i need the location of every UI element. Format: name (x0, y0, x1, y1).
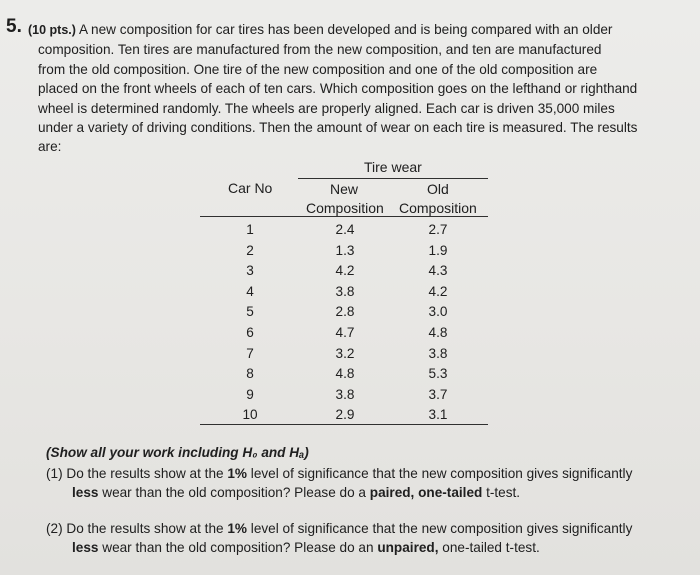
old-composition-cell: 3.7 (428, 386, 448, 402)
car-no-cell: 1 (246, 222, 254, 237)
new-composition-cell: 2.8 (335, 304, 355, 320)
old-composition-cell: 3.8 (428, 345, 448, 361)
old-header-line1: Old (427, 181, 449, 197)
intro-line-1: (10 pts.) A new composition for car tires has been developed and is being compared with an older (28, 22, 613, 37)
instructions: (Show all your work including H₀ and Hₐ) (46, 445, 309, 460)
old-composition-cell: 1.9 (428, 242, 448, 258)
question-number: 5. (6, 16, 22, 37)
group-header-rule (298, 178, 488, 179)
old-composition-cell: 4.2 (428, 283, 448, 299)
new-composition-cell: 3.2 (335, 345, 355, 361)
car-no-cell: 4 (246, 283, 254, 299)
header-rule (200, 216, 488, 217)
old-composition-cell: 4.3 (428, 263, 448, 279)
new-composition-cell: 2.4 (335, 222, 355, 237)
car-no-cell: 9 (246, 386, 254, 402)
new-header-line2: Composition (306, 200, 384, 216)
new-composition-cell: 3.8 (335, 386, 355, 402)
old-header-line2: Composition (399, 200, 477, 216)
new-header-line1: New (330, 181, 359, 197)
new-composition-cell: 4.8 (335, 366, 355, 382)
car-no-cell: 6 (246, 325, 254, 340)
intro-line-7: are: (38, 139, 62, 155)
tire-wear-header: Tire wear (364, 159, 422, 175)
old-composition-cell: 3.1 (428, 407, 448, 423)
question-1-line2: less wear than the old composition? Please do a paired, one-tailed t-test. (72, 485, 521, 501)
old-composition-cell: 2.7 (428, 222, 448, 237)
new-composition-cell: 1.3 (335, 242, 355, 258)
new-composition-cell: 4.2 (335, 263, 355, 279)
car-no-cell: 5 (246, 304, 254, 320)
car-no-cell: 3 (246, 263, 254, 279)
intro-line-6: under a variety of driving conditions. Then the amount of wear on each tire is measured. The results (38, 120, 638, 136)
bottom-rule (200, 424, 488, 425)
old-composition-cell: 4.8 (428, 325, 448, 340)
old-composition-cell: 3.0 (428, 304, 448, 320)
intro-line-5: wheel is determined randomly. The wheels are properly aligned. Each car is driven 35,000 miles (38, 100, 615, 116)
intro-line-2: composition. Ten tires are manufactured from the new composition, and ten are manufactured (38, 42, 602, 58)
new-composition-cell: 3.8 (335, 283, 355, 299)
car-no-cell: 8 (246, 366, 254, 382)
car-no-cell: 10 (242, 407, 258, 423)
question-1: (1) Do the results show at the 1% level of significance that the new composition gives significantly less wear than the old composition? Please do a paired, one-tailed t-test. (46, 464, 686, 503)
question-intro (28, 20, 688, 157)
car-no-header: Car No (228, 180, 273, 196)
intro-line-3: from the old composition. One tire of the new composition and one of the old composition are (38, 61, 598, 77)
intro-line-4: placed on the front wheels of each of ten cars. Which composition goes on the lefthand or righthand (38, 81, 638, 97)
points-label: (10 pts.) (28, 23, 76, 37)
question-2: (2) Do the results show at the 1% level of significance that the new composition gives significantly less wear than the old composition? Please do an unpaired, one-tailed t-test. (46, 519, 686, 558)
new-composition-cell: 2.9 (335, 407, 355, 423)
car-no-cell: 2 (246, 242, 254, 258)
question-2-line2: less wear than the old composition? Please do an unpaired, one-tailed t-test. (72, 540, 540, 556)
old-composition-cell: 5.3 (428, 366, 448, 382)
car-no-cell: 7 (246, 345, 254, 361)
new-composition-cell: 4.7 (335, 325, 355, 340)
